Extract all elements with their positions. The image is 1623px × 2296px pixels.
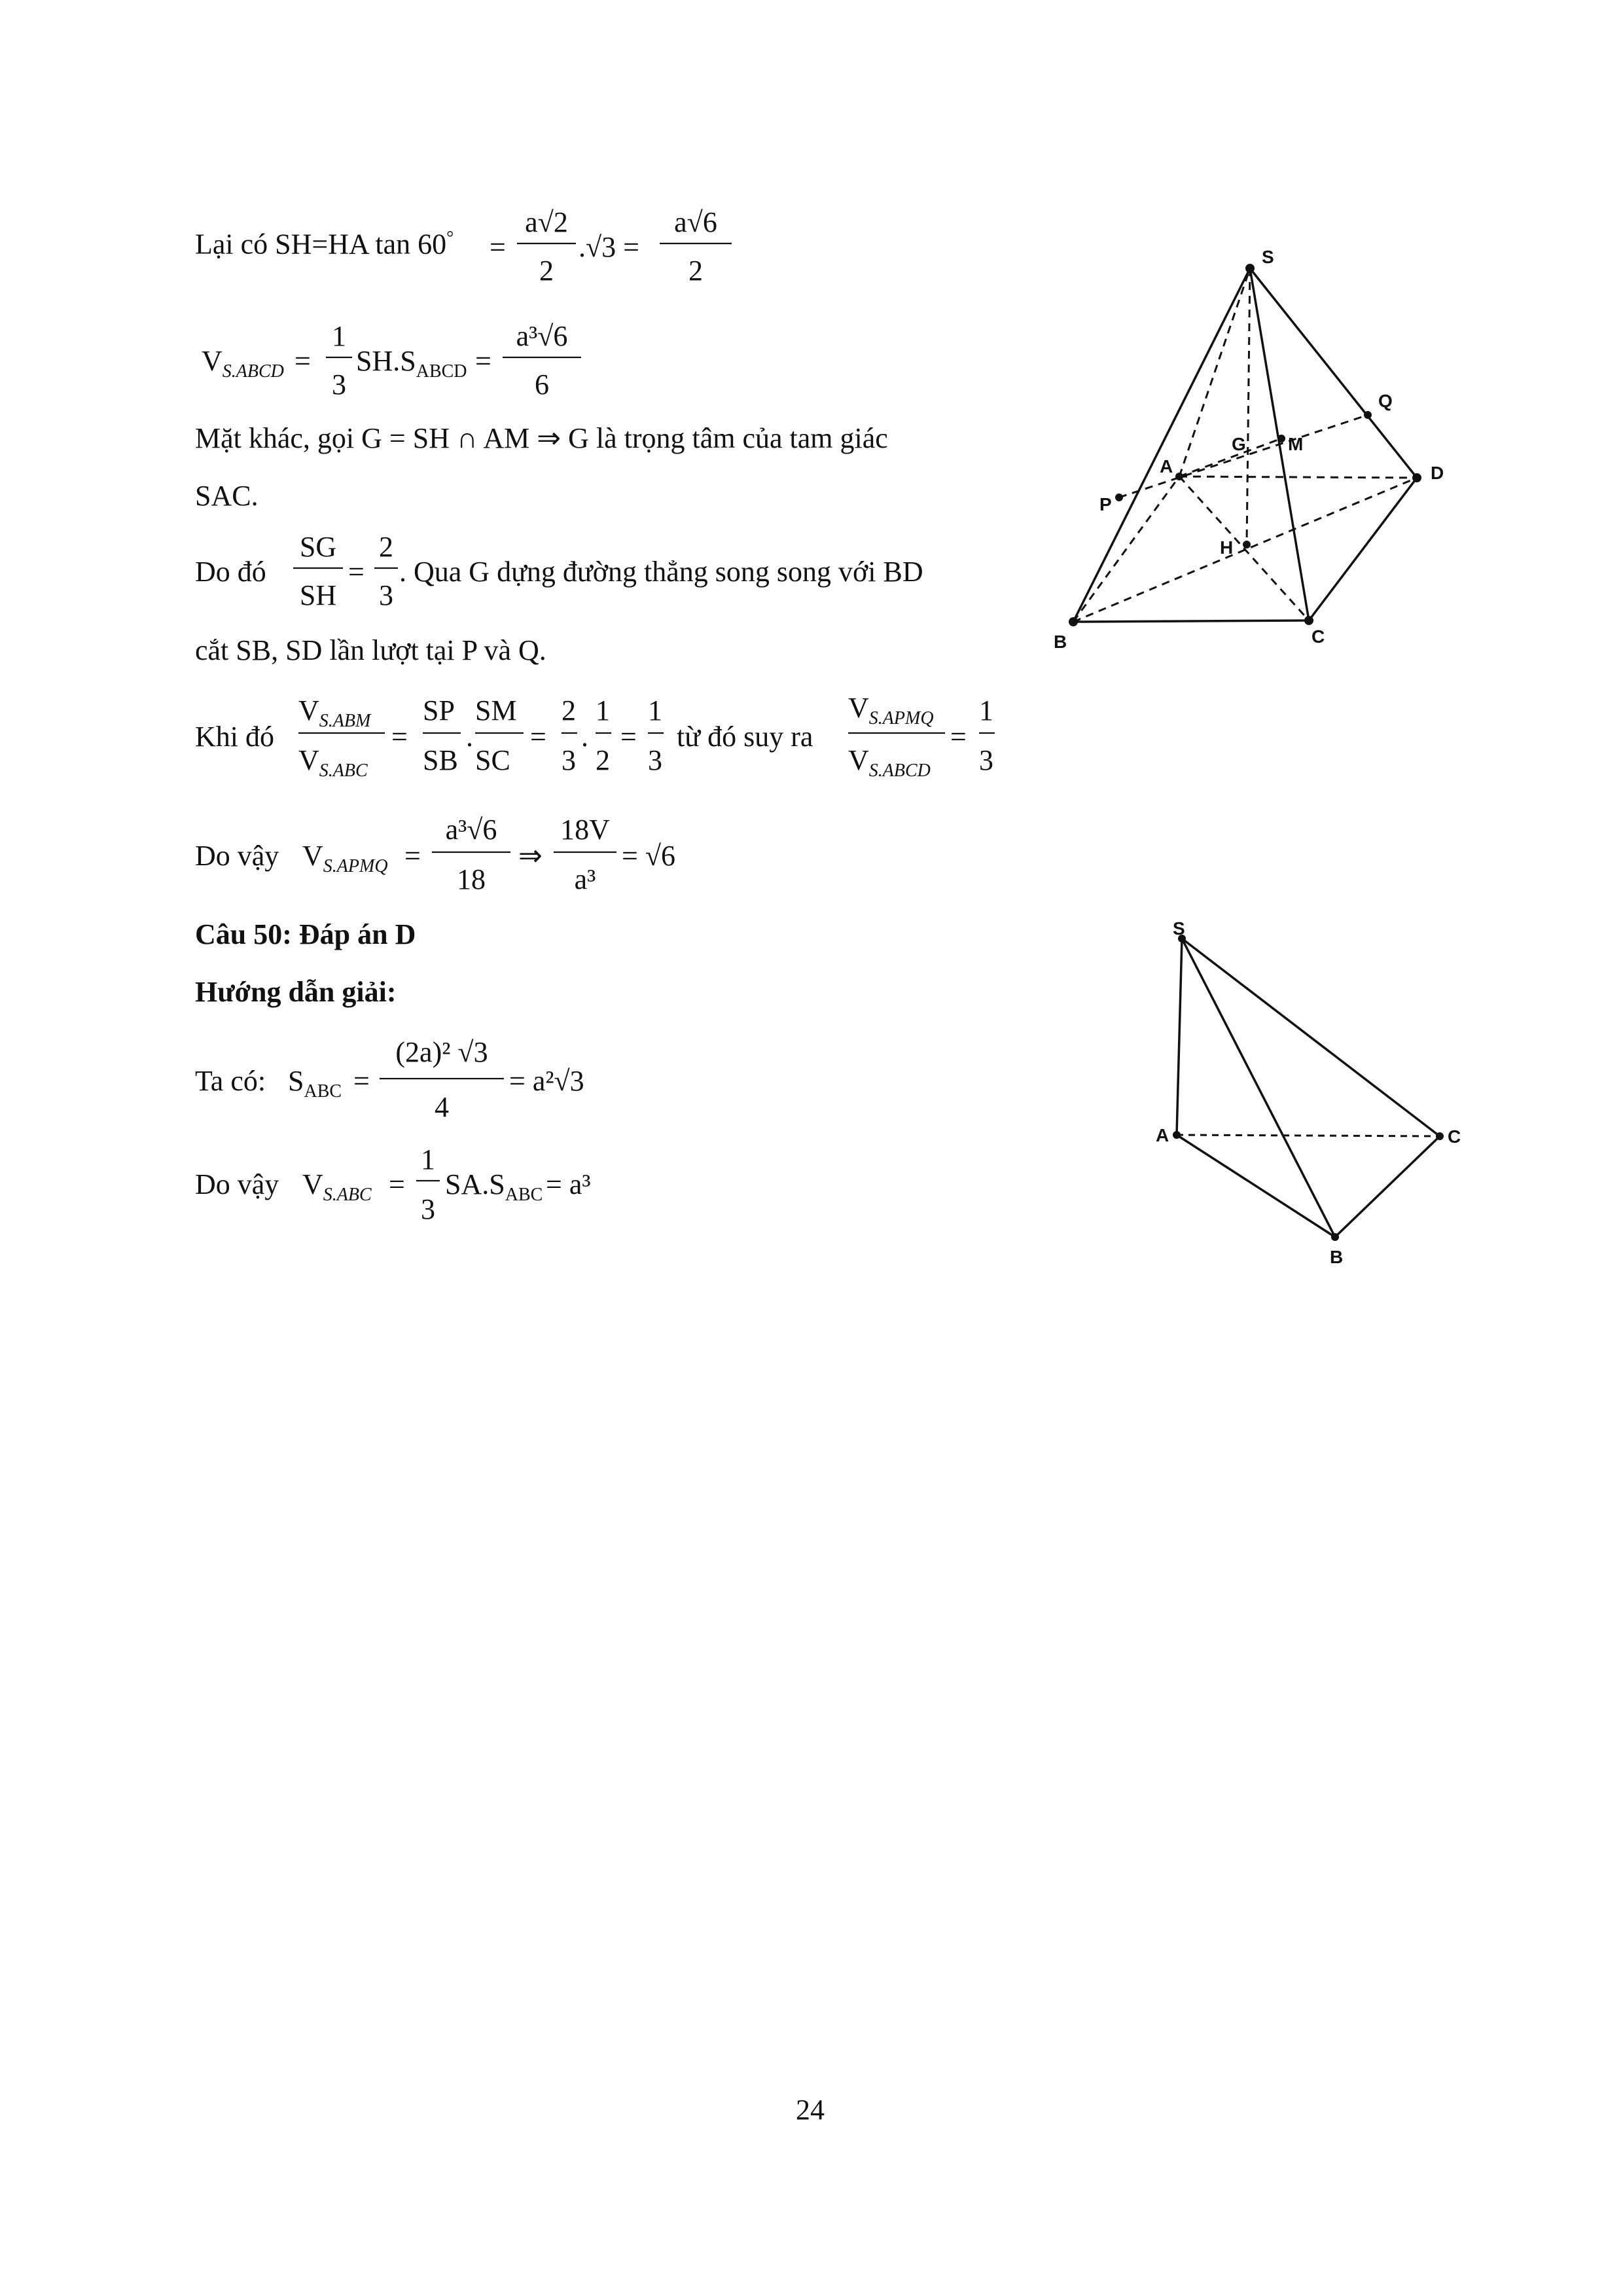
post: = a³: [546, 1168, 591, 1200]
den: 3: [979, 744, 993, 776]
label-b: B: [1054, 632, 1067, 652]
v: V: [848, 744, 869, 776]
page-number: 24: [796, 2094, 825, 2126]
label-b: B: [1330, 1247, 1344, 1267]
heading-huong-dan: Hướng dẫn giải:: [195, 976, 397, 1008]
num: 2: [379, 531, 393, 563]
num: a√2: [525, 206, 568, 238]
den: SB: [423, 744, 458, 776]
label-d: D: [1431, 463, 1444, 483]
line-cut: cắt SB, SD lần lượt tại P và Q.: [195, 634, 546, 666]
post: = a²√3: [509, 1065, 584, 1097]
figure-pyramid-sabcd: [1034, 242, 1479, 661]
num: SG: [299, 531, 337, 563]
v: V: [298, 694, 319, 726]
sub: S.ABM: [319, 710, 371, 731]
sub: ABC: [505, 1184, 543, 1205]
eq: =: [404, 840, 421, 872]
label-a: A: [1156, 1125, 1169, 1145]
num: SM: [475, 694, 517, 726]
eq: =: [620, 721, 637, 753]
num: 1: [421, 1143, 435, 1175]
den: 2: [688, 255, 703, 287]
pre: Do vậy: [195, 840, 279, 872]
num: a√6: [674, 206, 717, 238]
figure-tetrahedron-sabc: [1139, 910, 1479, 1276]
v: V: [302, 1168, 323, 1200]
sub: S.ABC: [323, 1184, 372, 1205]
num: 2: [562, 694, 576, 726]
num: 1: [648, 694, 662, 726]
eq: =: [389, 1168, 405, 1200]
heading-cau50: Câu 50: Đáp án D: [195, 918, 416, 950]
dot: .: [581, 721, 588, 753]
label-q: Q: [1378, 391, 1393, 411]
v: V: [202, 345, 223, 377]
pre: Khi đó: [195, 721, 274, 753]
num: 1: [979, 694, 993, 726]
sub: S.ABCD: [868, 760, 931, 781]
eq: =: [950, 721, 967, 753]
v: V: [302, 840, 323, 872]
post: . Qua G dựng đường thẳng song song với BD: [399, 556, 923, 588]
num: 18V: [560, 814, 610, 846]
label-a: A: [1160, 456, 1173, 476]
dot: .: [466, 721, 473, 753]
eq: = √6: [622, 840, 675, 872]
eq: =: [490, 231, 506, 263]
label-h: H: [1220, 537, 1234, 558]
sub: ABC: [304, 1081, 342, 1102]
label-c: C: [1448, 1126, 1461, 1147]
text: Lại có SH=HA tan 60: [195, 228, 447, 260]
sub: S.APMQ: [323, 855, 388, 876]
eq: =: [348, 556, 365, 588]
den: 6: [535, 368, 549, 401]
label-s: S: [1262, 247, 1274, 267]
mid: từ đó suy ra: [677, 721, 813, 753]
degree: °: [446, 228, 454, 248]
num: 1: [596, 694, 610, 726]
label-m: M: [1288, 434, 1304, 454]
sub: ABCD: [416, 361, 467, 382]
eq: =: [475, 345, 491, 377]
den: a³: [574, 863, 596, 895]
den: 2: [596, 744, 610, 776]
den: 3: [562, 744, 576, 776]
num: a³√6: [516, 320, 568, 352]
label-s: S: [1173, 918, 1185, 939]
sub: S.ABC: [319, 760, 368, 781]
line-centroid: Mặt khác, gọi G = SH ∩ AM ⇒ G là trọng tâm của tam giác: [195, 422, 888, 454]
eq: =: [530, 721, 546, 753]
sub: S.ABCD: [222, 361, 284, 382]
pre: Do vậy: [195, 1168, 279, 1200]
mid: .√3 =: [579, 231, 639, 263]
eq: =: [353, 1065, 370, 1097]
t: SA.S: [445, 1168, 505, 1200]
pre: Ta có:: [195, 1065, 266, 1097]
sub: S.APMQ: [868, 708, 934, 728]
eq: =: [294, 345, 311, 377]
v: V: [848, 692, 869, 724]
den: 4: [435, 1091, 449, 1123]
pre: Do đó: [195, 556, 266, 588]
t: SH.S: [356, 345, 416, 377]
den: 3: [332, 368, 346, 401]
num: (2a)² √3: [395, 1036, 488, 1068]
den: 2: [539, 255, 554, 287]
num: SP: [423, 694, 455, 726]
label-c: C: [1311, 626, 1325, 647]
den: 3: [648, 744, 662, 776]
den: SH: [299, 579, 337, 611]
label-g: G: [1232, 434, 1246, 454]
s: S: [288, 1065, 304, 1097]
num: 1: [332, 320, 346, 352]
v: V: [298, 744, 319, 776]
num: a³√6: [445, 814, 497, 846]
den: 18: [457, 863, 486, 895]
den: SC: [475, 744, 510, 776]
den: 3: [379, 579, 393, 611]
eq: =: [391, 721, 408, 753]
arrow: ⇒: [518, 840, 543, 872]
label-p: P: [1099, 494, 1112, 514]
line-sac: SAC.: [195, 480, 259, 512]
den: 3: [421, 1193, 435, 1225]
